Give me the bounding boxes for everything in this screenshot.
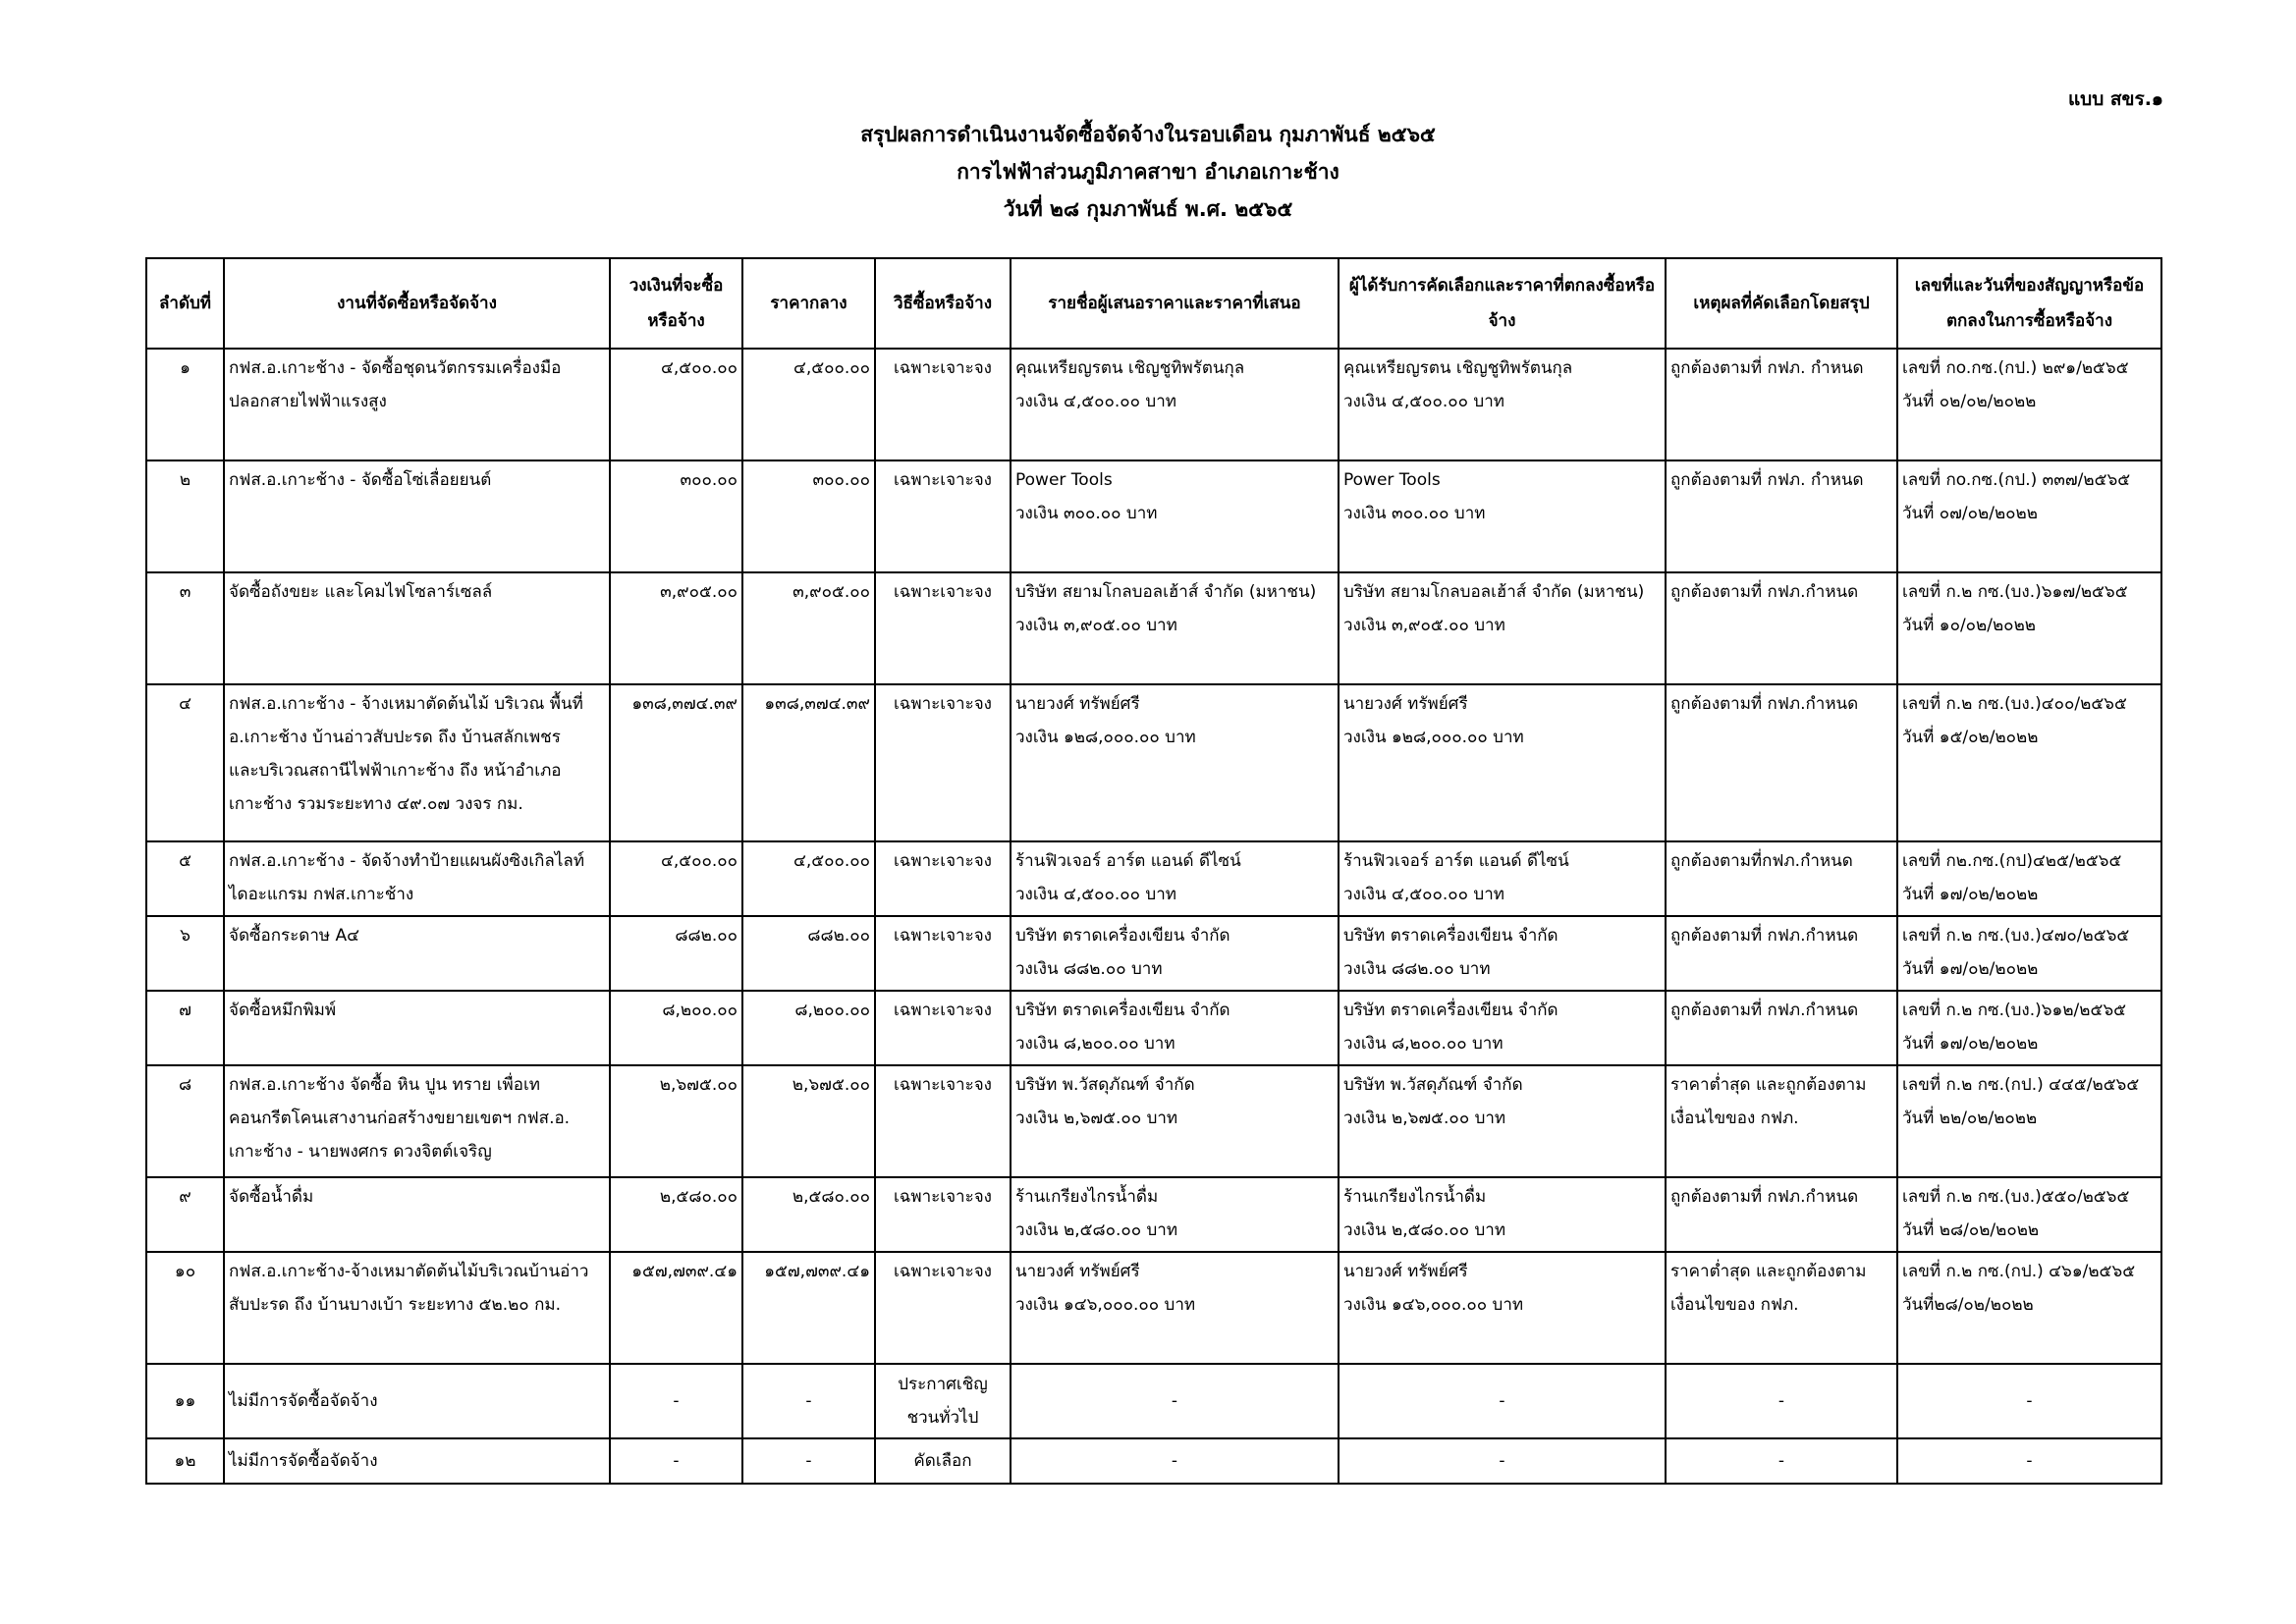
cell-line: จัดซื้อน้ำดื่ม: [229, 1187, 314, 1207]
cell-method: เฉพาะเจาะจง: [875, 349, 1011, 460]
title-line-3: วันที่ ๒๘ กุมภาพันธ์ พ.ศ. ๒๕๖๕: [1003, 197, 1293, 221]
cell-winner: [1339, 1252, 1666, 1364]
cell-no: ๑๑: [146, 1364, 224, 1438]
cell-contract: [1897, 991, 2161, 1065]
cell-line: ถูกต้องตามที่ กฟภ.กำหนด: [1670, 926, 1859, 946]
cell-line: วงเงิน ๓,๙๐๕.๐๐ บาท: [1015, 616, 1177, 635]
cell-no: ๑: [146, 349, 224, 460]
header-no: ลำดับที่: [146, 258, 224, 349]
cell-method: [875, 1364, 1011, 1438]
cell-method: เฉพาะเจาะจง: [875, 991, 1011, 1065]
cell-budget: ๔,๕๐๐.๐๐: [610, 841, 742, 916]
cell-line: ถูกต้องตามที่ กฟภ.กำหนด: [1670, 1001, 1859, 1020]
cell-no: ๘: [146, 1065, 224, 1177]
table-row: [146, 572, 2161, 684]
cell-bidders: [1011, 991, 1339, 1065]
cell-line: เงื่อนไขของ กฟภ.: [1670, 1295, 1799, 1315]
cell-reason: [1666, 460, 1897, 572]
cell-method: เฉพาะเจาะจง: [875, 572, 1011, 684]
cell-line: วงเงิน ๑๔๖,๐๐๐.๐๐ บาท: [1015, 1295, 1196, 1315]
table-row: [146, 1065, 2161, 1177]
cell-budget: ๔,๕๐๐.๐๐: [610, 349, 742, 460]
cell-median-price: ๓,๙๐๕.๐๐: [742, 572, 875, 684]
cell-budget: -: [610, 1364, 742, 1438]
cell-line: กฟส.อ.เกาะช้าง จัดซื้อ หิน ปูน ทราย เพื่อเท: [229, 1075, 540, 1095]
cell-line: บริษัท ตราดเครื่องเขียน จำกัด: [1343, 1001, 1558, 1020]
cell-reason: [1666, 1364, 1897, 1438]
cell-line: วงเงิน ๒,๖๗๕.๐๐ บาท: [1015, 1109, 1178, 1128]
cell-line: เลขที่ ก.๒ กซ.(บง.)๔๗๐/๒๕๖๕: [1902, 926, 2130, 946]
title-line-1: สรุปผลการดำเนินงานจัดซื้อจัดจ้างในรอบเดือน กุมภาพันธ์ ๒๕๖๕: [860, 123, 1436, 146]
cell-line: วันที่ ๒๒/๐๒/๒๐๒๒: [1902, 1109, 2038, 1128]
cell-work: [224, 460, 610, 572]
cell-line: สับปะรด ถึง บ้านบางเบ้า ระยะทาง ๕๒.๒๐ กม.: [229, 1295, 561, 1315]
cell-line: วันที่ ๑๗/๐๒/๒๐๒๒: [1902, 1034, 2039, 1054]
cell-line: ถูกต้องตามที่ กฟภ. กำหนด: [1670, 358, 1864, 378]
cell-method: [875, 1438, 1011, 1484]
header-contract: เลขที่และวันที่ของสัญญาหรือข้อตกลงในการซื้อหรือจ้าง: [1897, 258, 2161, 349]
cell-line: เลขที่ กo.กซ.(กป.) ๓๓๗/๒๕๖๕: [1902, 470, 2131, 490]
cell-line: เลขที่ ก๒.กซ.(กป)๔๒๕/๒๕๖๕: [1902, 851, 2122, 871]
cell-no: ๖: [146, 916, 224, 991]
cell-line: วงเงิน ๑๒๘,๐๐๐.๐๐ บาท: [1015, 728, 1196, 747]
cell-line: ราคาต่ำสุด และถูกต้องตาม: [1670, 1262, 1867, 1281]
cell-winner: [1339, 1065, 1666, 1177]
cell-line: -: [1499, 1451, 1505, 1471]
cell-line: วงเงิน ๔,๕๐๐.๐๐ บาท: [1015, 885, 1176, 904]
cell-contract: [1897, 1364, 2161, 1438]
cell-line: กฟส.อ.เกาะช้าง - จัดจ้างทำป้ายแผนผังซิงเกิลไลท์: [229, 851, 585, 871]
cell-median-price: ๘,๒๐๐.๐๐: [742, 991, 875, 1065]
cell-median-price: ๔,๕๐๐.๐๐: [742, 841, 875, 916]
cell-reason: [1666, 572, 1897, 684]
cell-bidders: [1011, 1065, 1339, 1177]
header-median-price: ราคากลาง: [742, 258, 875, 349]
cell-winner: [1339, 1438, 1666, 1484]
cell-line: คุณเหรียญรตน เชิญชูทิพรัตนกุล: [1015, 358, 1245, 378]
cell-line: -: [1777, 1391, 1785, 1411]
cell-reason: [1666, 991, 1897, 1065]
cell-line: นายวงศ์ ทรัพย์ศรี: [1343, 694, 1468, 714]
cell-median-price: ๒,๕๘๐.๐๐: [742, 1177, 875, 1252]
cell-no: ๒: [146, 460, 224, 572]
cell-line: ชวนทั่วไป: [906, 1408, 979, 1428]
cell-work: [224, 1177, 610, 1252]
cell-line: บริษัท ตราดเครื่องเขียน จำกัด: [1343, 926, 1558, 946]
cell-work: [224, 1438, 610, 1484]
form-code: แบบ สขร.๑: [2067, 88, 2163, 110]
cell-contract: [1897, 684, 2161, 841]
cell-budget: ๑๓๘,๓๗๔.๓๙: [610, 684, 742, 841]
cell-line: วันที่ ๑๗/๐๒/๒๐๒๒: [1902, 885, 2039, 904]
cell-line: เกาะช้าง รวมระยะทาง ๔๙.๐๗ วงจร กม.: [229, 794, 523, 814]
cell-median-price: ๒,๖๗๕.๐๐: [742, 1065, 875, 1177]
cell-winner: [1339, 991, 1666, 1065]
cell-line: วงเงิน ๔,๕๐๐.๐๐ บาท: [1343, 392, 1504, 411]
cell-line: กฟส.อ.เกาะช้าง - จ้างเหมาตัดต้นไม้ บริเวณ พื้นที่: [229, 694, 583, 714]
cell-median-price: ๔,๕๐๐.๐๐: [742, 349, 875, 460]
cell-method: เฉพาะเจาะจง: [875, 841, 1011, 916]
cell-winner: [1339, 349, 1666, 460]
cell-line: วงเงิน ๒,๖๗๕.๐๐ บาท: [1343, 1109, 1506, 1128]
cell-line: ถูกต้องตามที่ กฟภ.กำหนด: [1670, 582, 1859, 602]
cell-median-price: ๑๕๗,๗๓๙.๔๑: [742, 1252, 875, 1364]
cell-bidders: [1011, 684, 1339, 841]
cell-median-price: -: [742, 1364, 875, 1438]
cell-bidders: [1011, 1252, 1339, 1364]
cell-line: วันที่๒๘/๐๒/๒๐๒๒: [1902, 1295, 2034, 1315]
cell-work: [224, 1364, 610, 1438]
cell-line: เกาะช้าง - นายพงศกร ดวงจิตต์เจริญ: [229, 1142, 492, 1162]
cell-line: กฟส.อ.เกาะช้าง-จ้างเหมาตัดต้นไม้บริเวณบ้านอ่าว: [229, 1262, 589, 1281]
cell-bidders: [1011, 916, 1339, 991]
cell-budget: -: [610, 1438, 742, 1484]
cell-bidders: [1011, 460, 1339, 572]
table-row: [146, 916, 2161, 991]
cell-line: Power Tools: [1015, 470, 1113, 490]
cell-budget: ๒,๕๘๐.๐๐: [610, 1177, 742, 1252]
cell-line: วงเงิน ๔,๕๐๐.๐๐ บาท: [1343, 885, 1504, 904]
cell-line: นายวงศ์ ทรัพย์ศรี: [1343, 1262, 1468, 1281]
cell-line: วงเงิน ๓๐๐.๐๐ บาท: [1343, 504, 1486, 523]
cell-line: ถูกต้องตามที่ กฟภ. กำหนด: [1670, 470, 1864, 490]
cell-line: ไดอะแกรม กฟส.เกาะช้าง: [229, 885, 414, 904]
cell-line: วันที่ ๐๒/๐๒/๒๐๒๒: [1902, 392, 2037, 411]
cell-line: วงเงิน ๘๘๒.๐๐ บาท: [1343, 959, 1491, 979]
cell-method: เฉพาะเจาะจง: [875, 1177, 1011, 1252]
cell-no: ๑๐: [146, 1252, 224, 1364]
cell-line: เลขที่ ก.๒ กซ.(กป.) ๔๔๕/๒๕๖๕: [1902, 1075, 2140, 1095]
cell-median-price: -: [742, 1438, 875, 1484]
cell-line: เลขที่ กo.กซ.(กป.) ๒๙๑/๒๕๖๕: [1902, 358, 2129, 378]
cell-budget: ๘๘๒.๐๐: [610, 916, 742, 991]
cell-winner: [1339, 841, 1666, 916]
cell-contract: [1897, 1177, 2161, 1252]
table-row: [146, 1252, 2161, 1364]
cell-line: ร้านเกรียงไกรน้ำดื่ม: [1015, 1187, 1159, 1207]
cell-line: บริษัท พ.วัสดุภัณฑ์ จำกัด: [1015, 1075, 1195, 1095]
cell-line: ร้านเกรียงไกรน้ำดื่ม: [1343, 1187, 1487, 1207]
cell-line: จัดซื้อกระดาษ A๔: [229, 926, 359, 946]
cell-reason: [1666, 1438, 1897, 1484]
cell-no: ๔: [146, 684, 224, 841]
cell-line: บริษัท สยามโกลบอลเฮ้าส์ จำกัด (มหาชน): [1015, 582, 1317, 602]
cell-line: คอนกรีตโคนเสางานก่อสร้างขยายเขตฯ กฟส.อ.: [229, 1109, 571, 1128]
cell-line: วันที่ ๐๗/๐๒/๒๐๒๒: [1902, 504, 2038, 523]
table-row: [146, 684, 2161, 841]
cell-winner: [1339, 1364, 1666, 1438]
cell-line: วงเงิน ๔,๕๐๐.๐๐ บาท: [1015, 392, 1176, 411]
cell-line: วงเงิน ๘๘๒.๐๐ บาท: [1015, 959, 1163, 979]
cell-line: ร้านฟิวเจอร์ อาร์ต แอนด์ ดีไซน์: [1015, 851, 1241, 871]
cell-line: เลขที่ ก.๒ กซ.(กป.) ๔๖๑/๒๕๖๕: [1902, 1262, 2136, 1281]
table-row: [146, 841, 2161, 916]
cell-line: วงเงิน ๓,๙๐๕.๐๐ บาท: [1343, 616, 1505, 635]
cell-line: เลขที่ ก.๒ กซ.(บง.)๖๑๒/๒๕๖๕: [1902, 1001, 2127, 1020]
cell-line: คัดเลือก: [913, 1451, 972, 1471]
cell-line: เลขที่ ก.๒ กซ.(บง.)๖๑๗/๒๕๖๕: [1902, 582, 2128, 602]
cell-bidders: [1011, 1438, 1339, 1484]
cell-contract: [1897, 1065, 2161, 1177]
cell-winner: [1339, 1177, 1666, 1252]
cell-line: อ.เกาะช้าง บ้านอ่าวสับปะรด ถึง บ้านสลักเพชร: [229, 728, 561, 747]
cell-contract: [1897, 841, 2161, 916]
cell-line: เลขที่ ก.๒ กซ.(บง.)๕๕๐/๒๕๖๕: [1902, 1187, 2130, 1207]
cell-line: วันที่ ๑๐/๐๒/๒๐๒๒: [1902, 616, 2036, 635]
cell-line: -: [2026, 1391, 2033, 1411]
cell-line: วงเงิน ๑๔๖,๐๐๐.๐๐ บาท: [1343, 1295, 1524, 1315]
cell-line: เงื่อนไขของ กฟภ.: [1670, 1109, 1799, 1128]
cell-median-price: ๑๓๘,๓๗๔.๓๙: [742, 684, 875, 841]
cell-reason: [1666, 1177, 1897, 1252]
cell-budget: ๑๕๗,๗๓๙.๔๑: [610, 1252, 742, 1364]
cell-line: จัดซื้อหมึกพิมพ์: [229, 1001, 337, 1020]
cell-reason: [1666, 916, 1897, 991]
table-row: [146, 349, 2161, 460]
cell-budget: ๓๐๐.๐๐: [610, 460, 742, 572]
cell-winner: [1339, 684, 1666, 841]
cell-bidders: [1011, 572, 1339, 684]
cell-contract: [1897, 349, 2161, 460]
cell-contract: [1897, 460, 2161, 572]
cell-median-price: ๘๘๒.๐๐: [742, 916, 875, 991]
cell-line: ราคาต่ำสุด และถูกต้องตาม: [1670, 1075, 1867, 1095]
document-titles: [0, 116, 2296, 228]
cell-method: เฉพาะเจาะจง: [875, 1252, 1011, 1364]
cell-line: จัดซื้อถังขยะ และโคมไฟโซลาร์เซลล์: [229, 582, 493, 602]
table-row: [146, 1438, 2161, 1484]
cell-line: ปลอกสายไฟฟ้าแรงสูง: [229, 392, 387, 411]
cell-work: [224, 572, 610, 684]
cell-line: บริษัท ตราดเครื่องเขียน จำกัด: [1015, 926, 1230, 946]
cell-no: ๗: [146, 991, 224, 1065]
cell-line: วงเงิน ๘,๒๐๐.๐๐ บาท: [1015, 1034, 1175, 1054]
cell-reason: [1666, 1065, 1897, 1177]
cell-line: ถูกต้องตามที่กฟภ.กำหนด: [1670, 851, 1853, 871]
cell-line: บริษัท พ.วัสดุภัณฑ์ จำกัด: [1343, 1075, 1523, 1095]
cell-line: บริษัท สยามโกลบอลเฮ้าส์ จำกัด (มหาชน): [1343, 582, 1645, 602]
table-row: [146, 460, 2161, 572]
cell-method: เฉพาะเจาะจง: [875, 460, 1011, 572]
cell-budget: ๘,๒๐๐.๐๐: [610, 991, 742, 1065]
cell-bidders: [1011, 349, 1339, 460]
cell-line: และบริเวณสถานีไฟฟ้าเกาะช้าง ถึง หน้าอำเภอ: [229, 761, 562, 781]
cell-line: นายวงศ์ ทรัพย์ศรี: [1015, 694, 1140, 714]
cell-method: เฉพาะเจาะจง: [875, 916, 1011, 991]
cell-line: วันที่ ๒๘/๐๒/๒๐๒๒: [1902, 1220, 2040, 1240]
cell-budget: ๓,๙๐๕.๐๐: [610, 572, 742, 684]
cell-line: วงเงิน ๓๐๐.๐๐ บาท: [1015, 504, 1158, 523]
cell-line: ถูกต้องตามที่ กฟภ.กำหนด: [1670, 1187, 1859, 1207]
cell-line: คุณเหรียญรตน เชิญชูทิพรัตนกุล: [1343, 358, 1573, 378]
cell-method: เฉพาะเจาะจง: [875, 684, 1011, 841]
table-row: [146, 1177, 2161, 1252]
table-row: [146, 1364, 2161, 1438]
header-work: งานที่จัดซื้อหรือจัดจ้าง: [224, 258, 610, 349]
cell-work: [224, 916, 610, 991]
cell-budget: ๒,๖๗๕.๐๐: [610, 1065, 742, 1177]
cell-contract: [1897, 1252, 2161, 1364]
cell-reason: [1666, 841, 1897, 916]
cell-line: ไม่มีการจัดซื้อจัดจ้าง: [229, 1391, 378, 1411]
cell-winner: [1339, 572, 1666, 684]
cell-work: [224, 349, 610, 460]
cell-line: ร้านฟิวเจอร์ อาร์ต แอนด์ ดีไซน์: [1343, 851, 1569, 871]
cell-no: ๓: [146, 572, 224, 684]
header-winner: ผู้ได้รับการคัดเลือกและราคาที่ตกลงซื้อหรือจ้าง: [1339, 258, 1666, 349]
cell-work: [224, 991, 610, 1065]
table-row: [146, 991, 2161, 1065]
cell-line: วงเงิน ๒,๕๘๐.๐๐ บาท: [1343, 1220, 1506, 1240]
cell-line: -: [2026, 1451, 2033, 1471]
cell-bidders: [1011, 841, 1339, 916]
cell-line: วงเงิน ๒,๕๘๐.๐๐ บาท: [1015, 1220, 1178, 1240]
cell-reason: [1666, 1252, 1897, 1364]
cell-contract: [1897, 916, 2161, 991]
cell-line: ถูกต้องตามที่ กฟภ.กำหนด: [1670, 694, 1859, 714]
cell-line: กฟส.อ.เกาะช้าง - จัดซื้อชุดนวัตกรรมเครื่องมือ: [229, 358, 562, 378]
cell-line: เลขที่ ก.๒ กซ.(บง.)๔๐๐/๒๕๖๕: [1902, 694, 2127, 714]
cell-winner: [1339, 916, 1666, 991]
table-body: [146, 349, 2161, 1484]
cell-contract: [1897, 1438, 2161, 1484]
header-bidders: รายชื่อผู้เสนอราคาและราคาที่เสนอ: [1011, 258, 1339, 349]
cell-bidders: [1011, 1177, 1339, 1252]
title-line-2: การไฟฟ้าส่วนภูมิภาคสาขา อำเภอเกาะช้าง: [957, 160, 1339, 184]
cell-line: ไม่มีการจัดซื้อจัดจ้าง: [229, 1451, 378, 1471]
cell-work: [224, 841, 610, 916]
cell-line: วงเงิน ๘,๒๐๐.๐๐ บาท: [1343, 1034, 1503, 1054]
cell-line: -: [1777, 1451, 1785, 1471]
cell-line: ประกาศเชิญ: [898, 1375, 988, 1394]
header-reason: เหตุผลที่คัดเลือกโดยสรุป: [1666, 258, 1897, 349]
cell-line: วงเงิน ๑๒๘,๐๐๐.๐๐ บาท: [1343, 728, 1524, 747]
header-method: วิธีซื้อหรือจ้าง: [875, 258, 1011, 349]
cell-winner: [1339, 460, 1666, 572]
cell-line: -: [1171, 1391, 1178, 1411]
cell-reason: [1666, 349, 1897, 460]
cell-line: Power Tools: [1343, 470, 1441, 490]
cell-line: -: [1171, 1451, 1178, 1471]
cell-reason: [1666, 684, 1897, 841]
table-header-row: [146, 258, 2161, 349]
cell-work: [224, 1065, 610, 1177]
procurement-table: [145, 257, 2162, 1485]
cell-line: วันที่ ๑๕/๐๒/๒๐๒๒: [1902, 728, 2039, 747]
cell-no: ๑๒: [146, 1438, 224, 1484]
header-budget: วงเงินที่จะซื้อหรือจ้าง: [610, 258, 742, 349]
cell-line: วันที่ ๑๗/๐๒/๒๐๒๒: [1902, 959, 2039, 979]
cell-median-price: ๓๐๐.๐๐: [742, 460, 875, 572]
cell-work: [224, 684, 610, 841]
cell-line: กฟส.อ.เกาะช้าง - จัดซื้อโซ่เลื่อยยนต์: [229, 470, 492, 490]
cell-work: [224, 1252, 610, 1364]
cell-bidders: [1011, 1364, 1339, 1438]
cell-line: -: [1499, 1391, 1505, 1411]
cell-no: ๙: [146, 1177, 224, 1252]
cell-no: ๕: [146, 841, 224, 916]
cell-contract: [1897, 572, 2161, 684]
cell-method: เฉพาะเจาะจง: [875, 1065, 1011, 1177]
cell-line: นายวงศ์ ทรัพย์ศรี: [1015, 1262, 1140, 1281]
cell-line: บริษัท ตราดเครื่องเขียน จำกัด: [1015, 1001, 1230, 1020]
